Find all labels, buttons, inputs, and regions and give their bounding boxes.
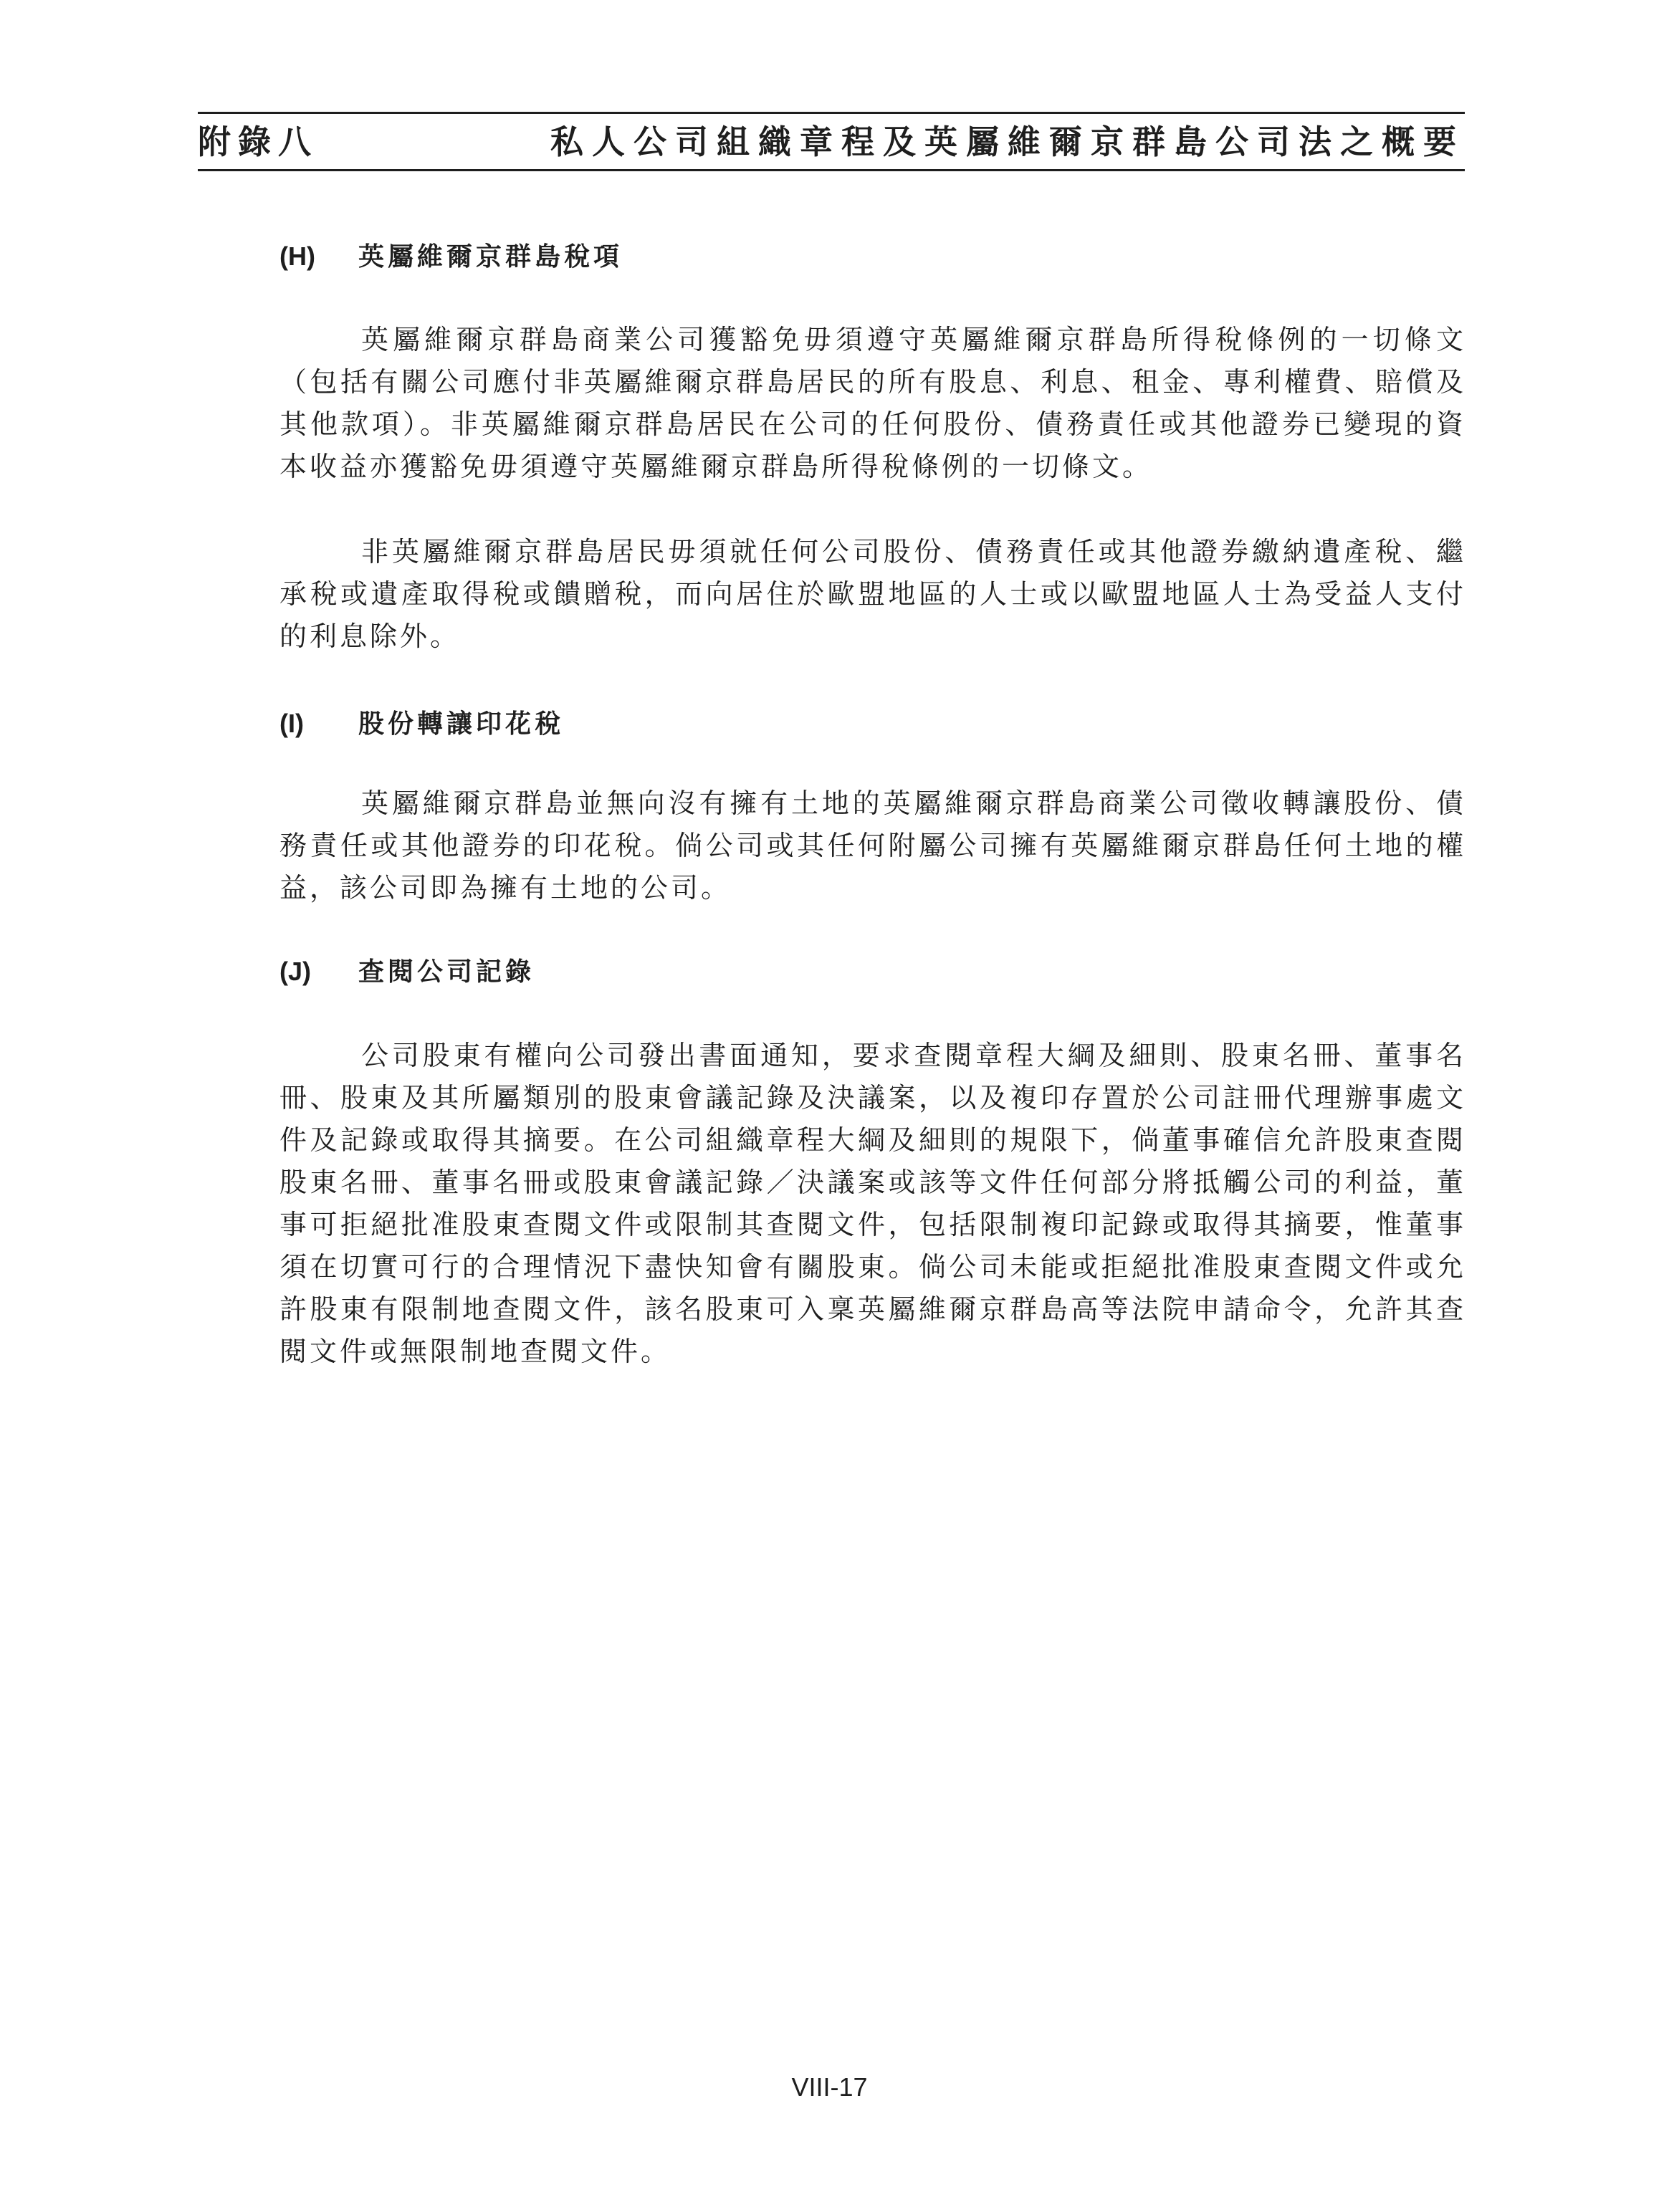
section-title: 英屬維爾京群島稅項 — [358, 242, 623, 272]
section-title: 股份轉讓印花稅 — [358, 709, 565, 739]
section-title: 查閱公司記錄 — [358, 957, 535, 987]
section-number: (I) — [279, 709, 304, 738]
page-number: VIII-17 — [791, 2072, 868, 2102]
section-h-paragraph-2: 非英屬維爾京群島居民毋須就任何公司股份、債務責任或其他證券繳納遺產稅、繼承稅或遺產取得稅或饋贈稅，而向居住於歐盟地區的人士或以歐盟地區人士為受益人支付的利息除外。 — [279, 536, 1466, 652]
section-h-paragraph-1: 英屬維爾京群島商業公司獲豁免毋須遵守英屬維爾京群島所得稅條例的一切條文（包括有關公司應付非英屬維爾京群島居民的所有股息、利息、租金、專利權費、賠償及其他款項）。非英屬維爾京群島居民在公司的任何股份、債務責任或其他證券已變現的資本收益亦獲豁免毋須遵守英屬維爾京群島所得稅條例的一切條文。 — [279, 324, 1466, 482]
section-i-paragraph-1: 英屬維爾京群島並無向沒有擁有土地的英屬維爾京群島商業公司徵收轉讓股份、債務責任或其他證券的印花稅。倘公司或其任何附屬公司擁有英屬維爾京群島任何土地的權益，該公司即為擁有土地的公司。 — [279, 787, 1466, 904]
appendix-label: 附錄八 — [198, 123, 318, 161]
header-bottom-rule — [198, 169, 1465, 171]
section-heading-i — [279, 706, 564, 742]
section-heading-j — [279, 954, 535, 990]
section-number: (J) — [279, 957, 311, 986]
page-header-title: 私人公司組織章程及英屬維爾京群島公司法之概要 — [550, 123, 1465, 161]
section-heading-h — [279, 239, 623, 275]
section-j-paragraph-1: 公司股東有權向公司發出書面通知，要求查閱章程大綱及細則、股東名冊、董事名冊、股東及其所屬類別的股東會議記錄及決議案，以及複印存置於公司註冊代理辦事處文件及記錄或取得其摘要。在公司組織章程大綱及細則的規限下，倘董事確信允許股東查閱股東名冊、董事名冊或股東會議記錄／決議案或該等文件任何部分將抵觸公司的利益，董事可拒絕批准股東查閱文件或限制其查閱文件，包括限制複印記錄或取得其摘要，惟董事須在切實可行的合理情況下盡快知會有關股東。倘公司未能或拒絕批准股東查閱文件或允許股東有限制地查閱文件，該名股東可入稟英屬維爾京群島高等法院申請命令，允許其查閱文件或無限制地查閱文件。 — [279, 1040, 1466, 1367]
header-top-rule — [198, 112, 1465, 114]
section-number: (H) — [279, 241, 315, 271]
